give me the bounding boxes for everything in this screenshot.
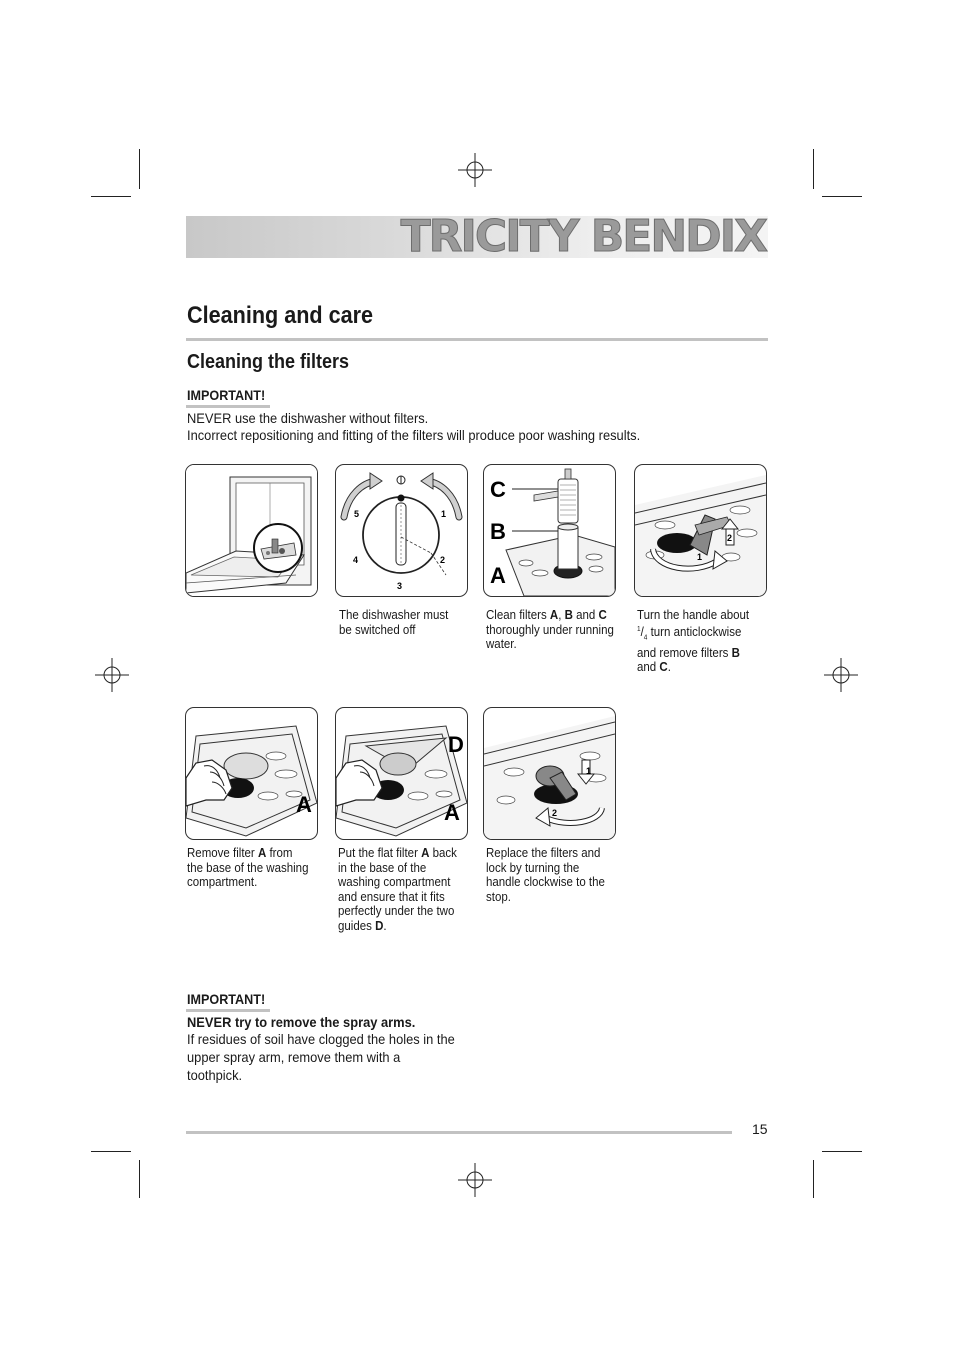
crop-mark bbox=[822, 196, 862, 197]
spray-arm-line-2: upper spray arm, remove them with a bbox=[187, 1049, 401, 1065]
filter-label-a: A bbox=[444, 800, 460, 825]
spray-arm-line-3: toothpick. bbox=[187, 1067, 243, 1083]
filter-label-c: C bbox=[490, 477, 506, 502]
filter-label-b: B bbox=[490, 519, 506, 544]
important-underline bbox=[186, 1009, 270, 1012]
illustration-turn-handle bbox=[634, 464, 767, 597]
step-caption-switch-off: The dishwasher must be switched off bbox=[339, 608, 449, 637]
crop-mark bbox=[91, 1151, 131, 1152]
registration-mark-icon bbox=[95, 658, 129, 692]
illustration-filters-cba bbox=[483, 464, 616, 597]
lock-step-label: 1 bbox=[586, 766, 592, 776]
crop-mark bbox=[91, 196, 131, 197]
registration-mark-icon bbox=[458, 153, 492, 187]
warning-line-2: Incorrect repositioning and fitting of the filters will produce poor washing results. bbox=[187, 427, 641, 443]
turn-step-label: 1 bbox=[697, 552, 703, 562]
brand-banner bbox=[186, 211, 768, 262]
step-caption-turn-handle: Turn the handle about $^1/_4$ turn anticlockwise and remove filters B and C. bbox=[637, 608, 750, 675]
registration-mark-icon bbox=[824, 658, 858, 692]
step-caption-remove-filter: Remove filter A from the base of the washing compartment. bbox=[187, 846, 309, 890]
step-caption-clean-filters: Clean filters A, B and C thoroughly under running water. bbox=[486, 608, 614, 652]
section-title: Cleaning the filters bbox=[187, 351, 350, 373]
brand-logo: TRICITY BENDIX bbox=[400, 211, 766, 262]
page-number: 15 bbox=[752, 1121, 768, 1137]
important-underline bbox=[186, 405, 270, 408]
important-label: IMPORTANT! bbox=[187, 387, 266, 403]
warning-line-1: NEVER use the dishwasher without filters. bbox=[187, 410, 429, 426]
illustration-remove-filter-a bbox=[185, 707, 318, 840]
illustration-fit-flat-filter bbox=[335, 707, 468, 840]
dial-label: 2 bbox=[440, 555, 446, 565]
crop-mark bbox=[139, 149, 140, 189]
filter-label-a: A bbox=[296, 792, 312, 817]
title-divider bbox=[186, 338, 768, 341]
spray-arm-warning: NEVER try to remove the spray arms. bbox=[187, 1014, 416, 1030]
dial-label: 1 bbox=[441, 509, 447, 519]
illustration-program-dial bbox=[335, 464, 468, 597]
dial-label: 3 bbox=[397, 581, 403, 591]
crop-mark bbox=[813, 149, 814, 189]
lock-step-label: 2 bbox=[552, 808, 558, 818]
footer-divider bbox=[186, 1131, 732, 1134]
registration-mark-icon bbox=[458, 1163, 492, 1197]
crop-mark bbox=[813, 1160, 814, 1198]
filter-label-a: A bbox=[490, 563, 506, 588]
spray-arm-line-1: If residues of soil have clogged the holes in the bbox=[187, 1031, 455, 1047]
step-caption-fit-filter: Put the flat filter A back in the base of the washing compartment and ensure that it fits perfectly under the two guides D. bbox=[338, 846, 457, 933]
illustration-lock-filters bbox=[483, 707, 616, 840]
crop-mark bbox=[822, 1151, 862, 1152]
step-caption-lock-filters: Replace the filters and lock by turning the handle clockwise to the stop. bbox=[486, 846, 605, 904]
page-title: Cleaning and care bbox=[187, 302, 374, 329]
dial-label: 4 bbox=[353, 555, 359, 565]
important-label: IMPORTANT! bbox=[187, 991, 266, 1007]
turn-step-label: 2 bbox=[727, 533, 733, 543]
crop-mark bbox=[139, 1160, 140, 1198]
illustration-dishwasher-open bbox=[185, 464, 318, 597]
guide-label-d: D bbox=[448, 732, 464, 757]
dial-label: 5 bbox=[354, 509, 360, 519]
